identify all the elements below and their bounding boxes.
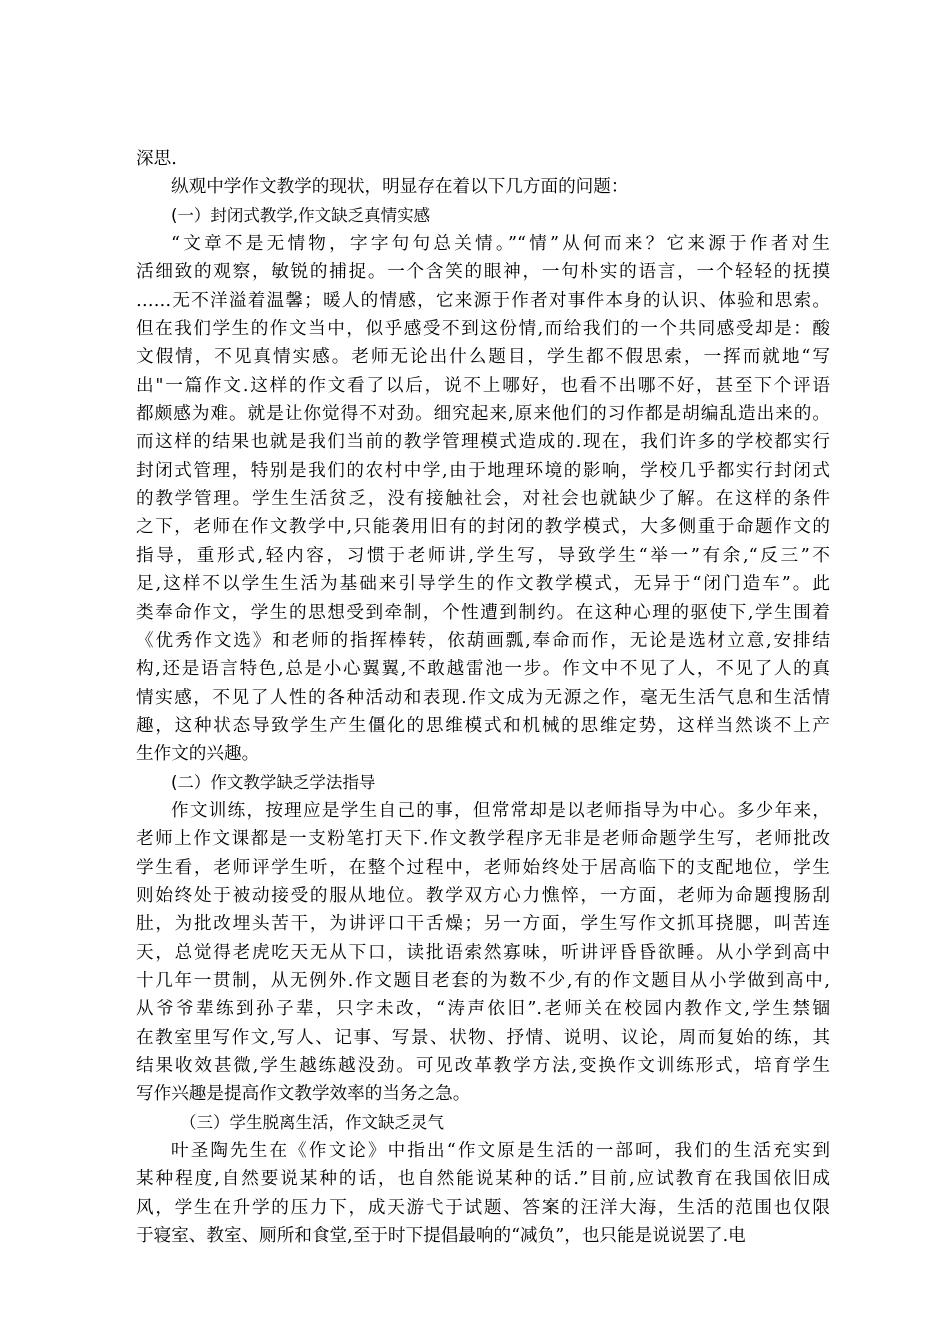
text-line: 文假情，不见真情实感。老师无论出什么题目，学生都不假思索，一挥而就地“写 [136,347,830,368]
paragraph [136,230,830,769]
text-line: （三）学生脱离生活，作文缺乏灵气 [180,1112,444,1132]
text-line: “文章不是无情物，字字句句总关情。”“情”从何而来？它来源于作者对生 [171,234,830,255]
text-line: 封闭式管理，特别是我们的农村中学,由于地理环境的影响，学校几乎都实行封闭式 [136,460,830,481]
text-line: 从爷爷辈练到孙子辈，只字未改，“涛声依旧”.老师关在校园内教作文,学生禁锢 [136,999,830,1020]
text-line: 但在我们学生的作文当中，似乎感受不到这份情,而给我们的一个共同感受却是：酸 [136,319,830,340]
text-line: 则始终处于被动接受的服从地位。教学双方心力憔悴，一方面，老师为命题搜肠刮 [136,885,830,906]
paragraph [136,797,830,1109]
text-line: 作文训练，按理应是学生自己的事，但常常却是以老师指导为中心。多少年来， [171,800,830,821]
text-line: 老师上作文课都是一支粉笔打天下.作文教学程序无非是老师命题学生写，老师批改 [136,829,830,850]
section-heading [136,202,830,230]
text-line: 指导，重形式,轻内容，习惯于老师讲,学生写，导致学生“举一”有余,“反三”不 [136,545,830,566]
text-line: 风，学生在升学的压力下，成天游弋于试题、答案的汪洋大海，生活的范围也仅限 [136,1197,830,1218]
text-line: 而这样的结果也就是我们当前的教学管理模式造成的.现在，我们许多的学校都实行 [136,432,830,453]
text-line: 叶圣陶先生在《作文论》中指出“作文原是生活的一部呵，我们的生活充实到 [171,1141,830,1162]
text-line: ……无不洋溢着温馨；暖人的情感，它来源于作者对事件本身的认识、体验和思索。 [136,290,830,311]
text-line: 都颇感为难。就是让你觉得不对劲。细究起来,原来他们的习作都是胡编乱造出来的。 [136,404,830,425]
text-line: (一）封闭式教学,作文缺乏真情实感 [171,205,431,225]
text-line: 活细致的观察，敏锐的捕捉。一个含笑的眼神，一句朴实的语言，一个轻轻的抚摸 [136,262,830,283]
text-line: 肚，为批改埋头苦干，为讲评口干舌燥；另一方面，学生写作文抓耳挠腮，叫苦连 [136,914,830,935]
section-heading [136,1109,830,1137]
paragraph [136,1137,830,1250]
paragraph [136,173,830,201]
text-line: 足,这样不以学生生活为基础来引导学生的作文教学模式，无异于“闭门造车”。此 [136,574,830,595]
text-line: 结果收效甚微,学生越练越没劲。可见改革教学方法,变换作文训练形式，培育学生 [136,1056,830,1076]
text-line: 于寝室、教室、厕所和食堂,至于时下提倡最响的“减负”，也只能是说说罢了.电 [136,1226,746,1247]
text-line: (二）作文教学缺乏学法指导 [171,772,376,792]
text-line: 深思. [136,149,177,169]
text-line: 生作文的兴趣。 [136,744,260,765]
text-line: 某种程度,自然要说某种的话，也自然能说某种的话.”目前,应试教育在我国依旧成 [136,1169,830,1190]
text-line: 情实感，不见了人性的各种活动和表现.作文成为无源之作，毫无生活气息和生活情 [136,687,830,708]
text-line: 构,还是语言特色,总是小心翼翼,不敢越雷池一步。作文中不见了人，不见了人的真 [136,659,830,680]
section-heading [136,769,830,797]
text-line: 十几年一贯制，从无例外.作文题目老套的为数不少,有的作文题目从小学做到高中, [136,970,830,991]
text-line: 在教室里写作文,写人、记事、写景、状物、抒情、说明、议论，周而复始的练，其 [136,1027,830,1048]
text-line: 之下，老师在作文教学中,只能袭用旧有的封闭的教学模式，大多侧重于命题作文的 [136,517,830,538]
paragraph [136,145,830,173]
text-line: 《优秀作文选》和老师的指挥棒转，依葫画瓢,奉命而作，无论是选材立意,安排结 [136,630,830,651]
text-line: 学生看，老师评学生听，在整个过程中，老师始终处于居高临下的支配地位，学生 [136,857,830,878]
text-line: 天，总觉得老虎吃天无从下口，读批语索然寡味，听讲评昏昏欲睡。从小学到高中 [136,942,830,963]
text-line: 纵观中学作文教学的现状，明显存在着以下几方面的问题： [171,177,629,198]
text-line: 出"一篇作文.这样的作文看了以后，说不上哪好，也看不出哪不好，甚至下个评语 [136,375,830,396]
text-line: 的教学管理。学生生活贫乏，没有接触社会，对社会也就缺少了解。在这样的条件 [136,489,830,510]
text-line: 类奉命作文，学生的思想受到牵制，个性遭到制约。在这种心理的驱使下,学生围着 [136,602,830,623]
text-line: 趣，这种状态导致学生产生僵化的思维模式和机械的思维定势，这样当然谈不上产 [136,715,830,736]
document-page [136,145,830,1250]
text-line: 写作兴趣是提高作文教学效率的当务之急。 [136,1084,471,1105]
